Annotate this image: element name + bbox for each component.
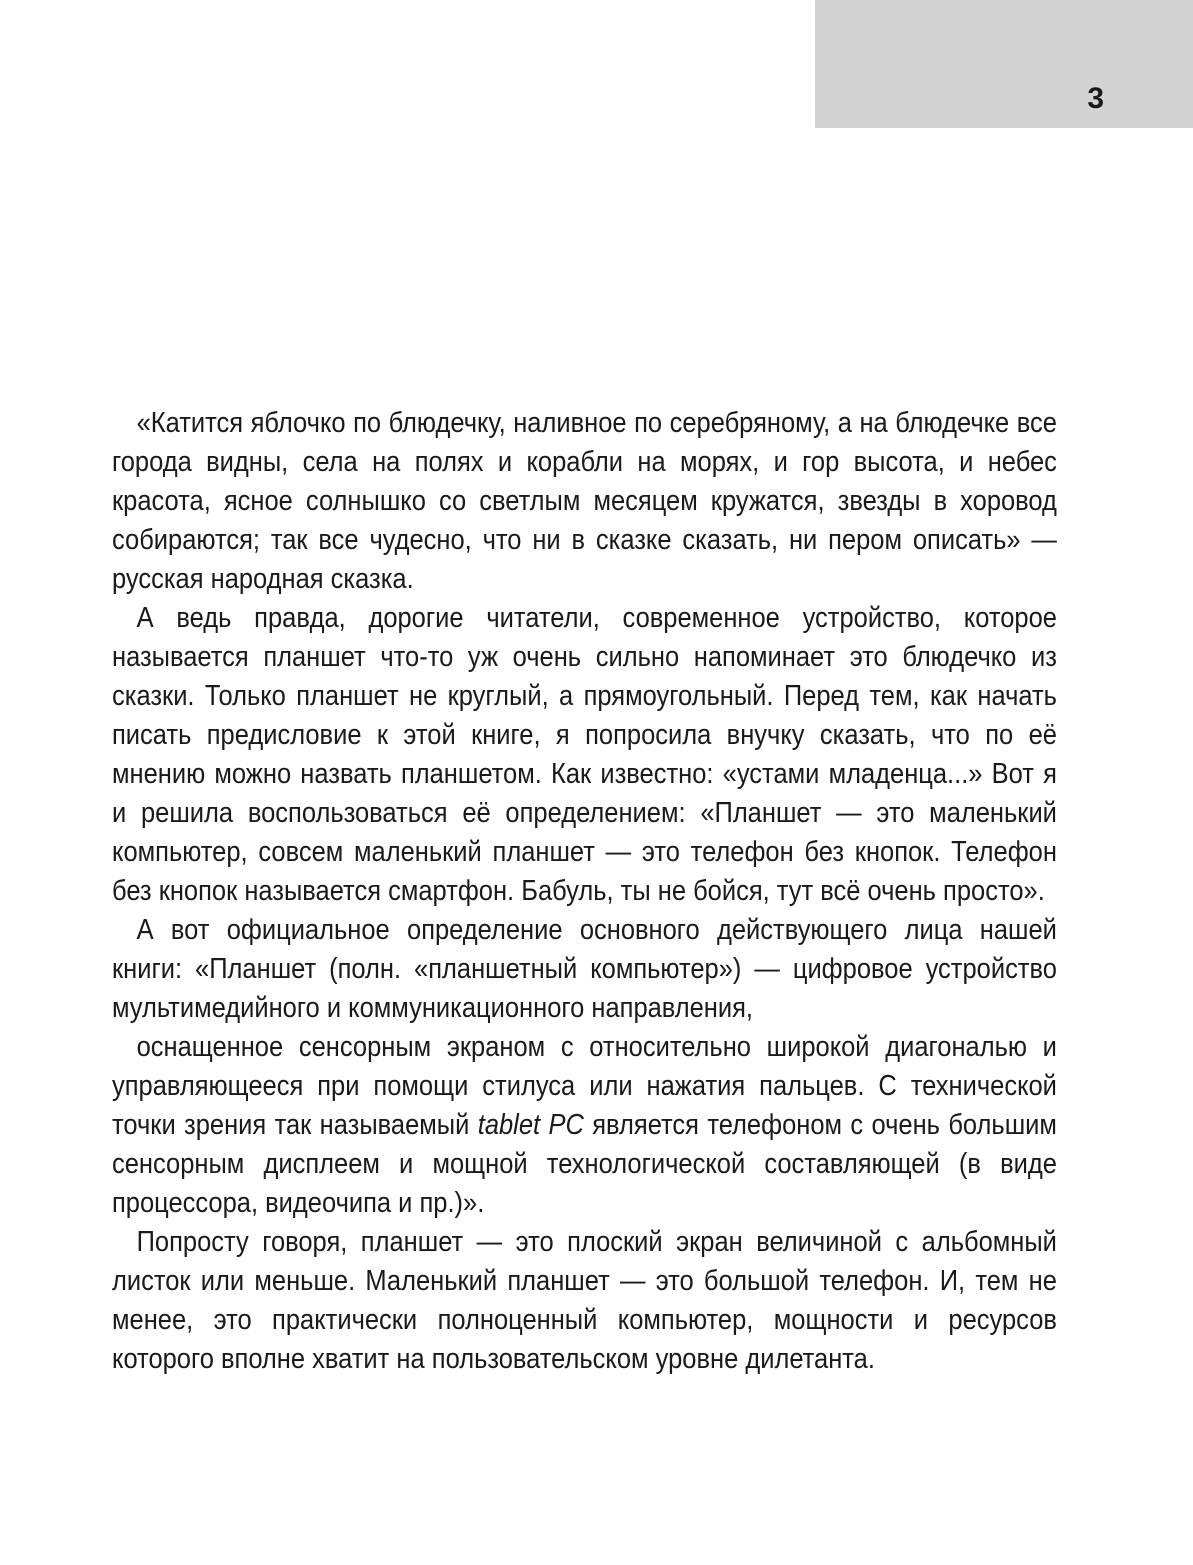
- paragraph-simply-put: Попросту говоря, планшет — это плоский экран величиной с альбомный листок или меньше. Маленький планшет — это большой телефон. И, тем не менее, это практически полноценный компьютер, мощности и ресурсов которого вполне хватит на пользовательском уровне дилетанта.: [112, 1226, 1057, 1375]
- paragraph-fairy-tale-quote: «Катится яблочко по блюдечку, наливное по серебряному, а на блюдечке все города видны, села на полях и корабли на морях, и гор высота, и небес красота, ясное солнышко со светлым месяцем кружатся, звезды в хоровод собираются; так все чудесно, что ни в сказке сказать, ни пером описать» — русская народная сказка.: [112, 407, 1057, 595]
- paragraph-text-after-term: является телефоном с очень большим сенсорным дисплеем и мощной технологической составляющей (в виде процессора, видеочипа и пр.)».: [112, 1109, 1057, 1219]
- page-number: 3: [1087, 82, 1104, 115]
- italic-term-tablet-pc: tablet PC: [477, 1109, 584, 1141]
- page-header-band: [815, 0, 1193, 128]
- paragraph-official-definition-intro: А вот официальное определение основного действующего лица нашей книги: «Планшет (полн. «планшетный компьютер») — цифровое устройство мультимедийного и коммуникационного направления,: [112, 914, 1057, 1024]
- paragraph-granddaughter-definition: А ведь правда, дорогие читатели, современное устройство, которое называется планшет что-то уж очень сильно напоминает это блюдечко из сказки. Только планшет не круглый, а прямоугольный. Перед тем, как начать писать предисловие к этой книге, я попросила внучку сказать, что по её мнению можно назвать планшетом. Как известно: «устами младенца...» Вот я и решила воспользоваться её определением: «Планшет — это маленький компьютер, совсем маленький планшет — это телефон без кнопок. Телефон без кнопок называется смартфон. Бабуль, ты не бойся, тут всё очень просто».: [112, 602, 1057, 907]
- paragraph-official-definition-continued: [112, 1028, 1057, 1223]
- paragraph-text-before-term: оснащенное сенсорным экраном с относительно широкой диагональю и управляющееся при помощи стилуса или нажатия пальцев. С технической точки зрения так называемый: [112, 1031, 1057, 1141]
- text-column: [112, 404, 1057, 1379]
